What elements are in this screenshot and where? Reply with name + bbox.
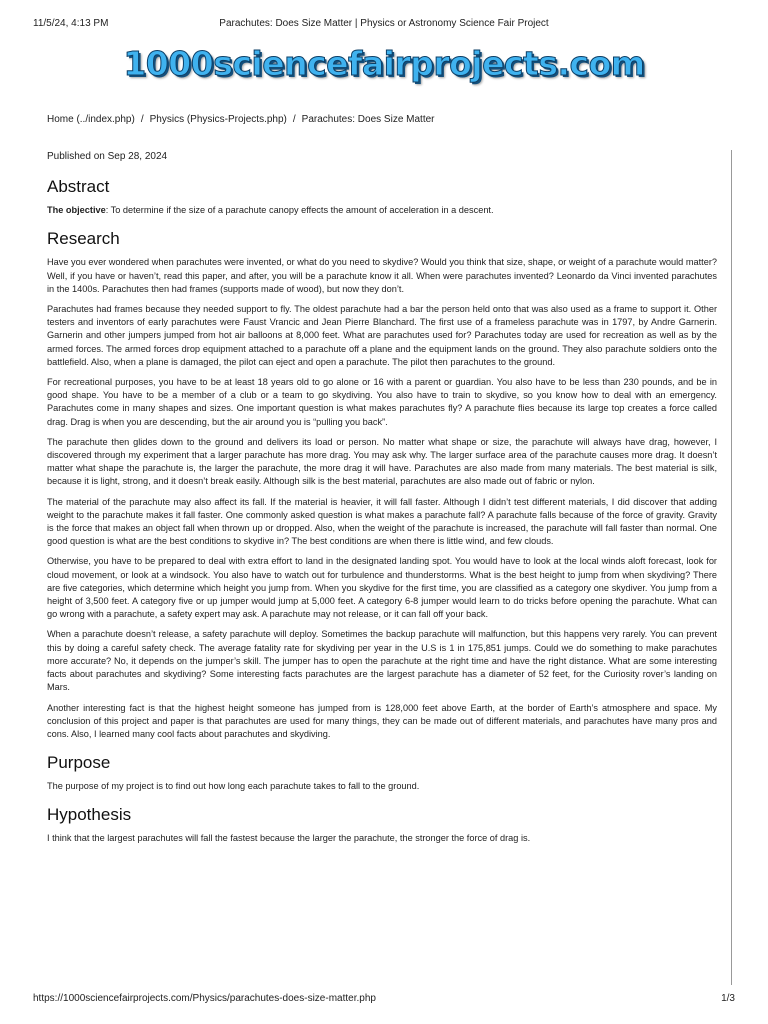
breadcrumb-current: Parachutes: Does Size Matter	[301, 114, 435, 125]
research-paragraph: Parachutes had frames because they needed support to fly. The oldest parachute had a bar the person held onto that was also used as a frame to support it. Other testers and inventors of early parachutes were Faust Vrancic and Jean Pierre Blanchard. The first use of a frameless parachute was in 1797, by Andre Garnerin. Garnerin and other jumpers jumped from hot air balloons at 8,000 feet. What are parachutes used for? Parachutes today are used for recreation as well as by the armed forces. The armed forces drop equipment attached to a parachute off a plane and the equipment lands on the ground. They also parachute soldiers onto the battlefield. Also, when a plane is damaged, the pilot can eject and open a parachute. The pilot then parachutes to the ground.	[47, 304, 717, 367]
article-content	[47, 150, 717, 853]
research-paragraph: For recreational purposes, you have to be at least 18 years old to go alone or 16 with a parent or guardian. You also have to be less than 230 pounds, and be in good shape. You have to be a member of a club or a team to go skydiving. You also have to train to skydive, so you know how to deal with an emergency. Parachutes come in many shapes and sizes. One important question is what makes parachutes fly? A parachute flies because its large top creates a force called drag. Drag is when you are descending, but the air around you is “pulling you back”.	[47, 377, 717, 427]
print-header	[33, 18, 735, 32]
purpose-text: The purpose of my project is to find out how long each parachute takes to fall to the ground.	[47, 781, 420, 792]
print-url: https://1000sciencefairprojects.com/Physics/parachutes-does-size-matter.php	[33, 993, 376, 1004]
print-page-number: 1/3	[721, 993, 735, 1004]
research-paragraph: The material of the parachute may also affect its fall. If the material is heavier, it will fall faster. Although I didn’t test different materials, I did discover that adding weight to the parachute makes it fall faster. One commonly asked question is what makes a parachute fall? A parachute falls because of the force of gravity. Gravity is the force that makes an object fall when thrown up or dropped. Also, when the weight of the parachute is increased, the parachute will fall faster than normal. One good question is what are the best conditions to skydive in? The best conditions are when there is little wind, and few clouds.	[47, 496, 717, 547]
research-heading: Research	[47, 229, 120, 249]
published-date: Published on Sep 28, 2024	[47, 151, 168, 162]
breadcrumb-separator: /	[292, 114, 296, 125]
abstract-heading: Abstract	[47, 177, 110, 197]
research-paragraph: Otherwise, you have to be prepared to deal with extra effort to land in the designated landing spot. You would have to look at the local winds aloft forecast, look for cloud movement, or look at a windsock. You also have to watch out for turbulence and thunderstorms. What is the best height to jump from when skydiving? There are five categories, which determine which height you jump from. When you skydive for the first time, you are classified as a category one skydiver. You jump from a height of 3,500 feet. A category five or up jumper would jump at 5,000 feet. A category 6-8 jumper would learn to do tricks before opening the parachute. What can go wrong with a parachute, a safety expert may ask. A parachute may not release, or it can fall off your back.	[47, 556, 717, 620]
objective-text: : To determine if the size of a parachute canopy effects the amount of acceleration in a descent.	[105, 205, 494, 216]
purpose-heading: Purpose	[47, 753, 111, 773]
hypothesis-heading: Hypothesis	[47, 805, 132, 825]
research-paragraph: When a parachute doesn’t release, a safety parachute will deploy. Sometimes the backup parachute will malfunction, but this happens very rarely. You can prevent this by doing a careful safety check. The average fatality rate for skydiving per year in the U.S is 1 in 175,851 jumps. Could we do something to make parachutes more accurate? No, it depends on the jumper’s skill. The jumper has to open the parachute at the right time and have the right distance. What are some interesting facts about parachutes and skydiving? Some interesting facts parachutes are the largest parachute has a diameter of 52 feet, for the Curiosity rover’s landing on Mars.	[47, 629, 717, 693]
breadcrumb-separator: /	[140, 114, 144, 125]
print-datetime: 11/5/24, 4:13 PM	[33, 18, 109, 29]
research-paragraph: The parachute then glides down to the ground and delivers its load or person. No matter what shape or size, the parachute will always have drag, however, I discovered through my experiment that a larger parachute has more drag. You may ask why. The larger surface area of the parachute causes more drag. It doesn’t matter what shape the parachute is, the larger the parachute, the more drag it will have. Parachutes are also made from many materials. The best material is silk, because it is light, strong, and it doesn’t break easily. Although silk is the best material, parachutes are also made out of fabric or nylon.	[47, 436, 717, 487]
research-paragraph: Have you ever wondered when parachutes were invented, or what do you need to skydive? Would you think that size, shape, or weight of a parachute would matter? Well, if you have or haven’t, read this paper, and after, you will be a parachute know it all. When were parachutes invented? Leonardo da Vinci invented parachutes in the 1400s. Parachutes then had frames (supports made of wood), but now they don’t.	[47, 257, 717, 294]
abstract-objective	[47, 204, 717, 217]
print-footer	[33, 993, 735, 1007]
site-logo[interactable]: 1000sciencefairprojects.com	[123, 44, 645, 83]
research-paragraph: Another interesting fact is that the highest height someone has jumped from is 128,000 feet above Earth, at the border of Earth’s atmosphere and space. My conclusion of this project and paper is that parachutes are used for many things, they can be made out of different materials, and parachutes have many pros and cons. Also, I learned many cool facts about parachutes and skydiving.	[47, 702, 717, 739]
objective-label: The objective	[47, 205, 106, 216]
content-side-rule	[731, 150, 732, 985]
breadcrumb-home-link[interactable]: Home (../index.php)	[47, 114, 135, 125]
print-page-title: Parachutes: Does Size Matter | Physics or Astronomy Science Fair Project	[219, 18, 549, 29]
breadcrumb	[47, 114, 435, 125]
breadcrumb-physics-link[interactable]: Physics (Physics-Projects.php)	[149, 114, 287, 125]
hypothesis-text: I think that the largest parachutes will fall the fastest because the larger the parachute, the stronger the force of drag is.	[47, 833, 531, 844]
